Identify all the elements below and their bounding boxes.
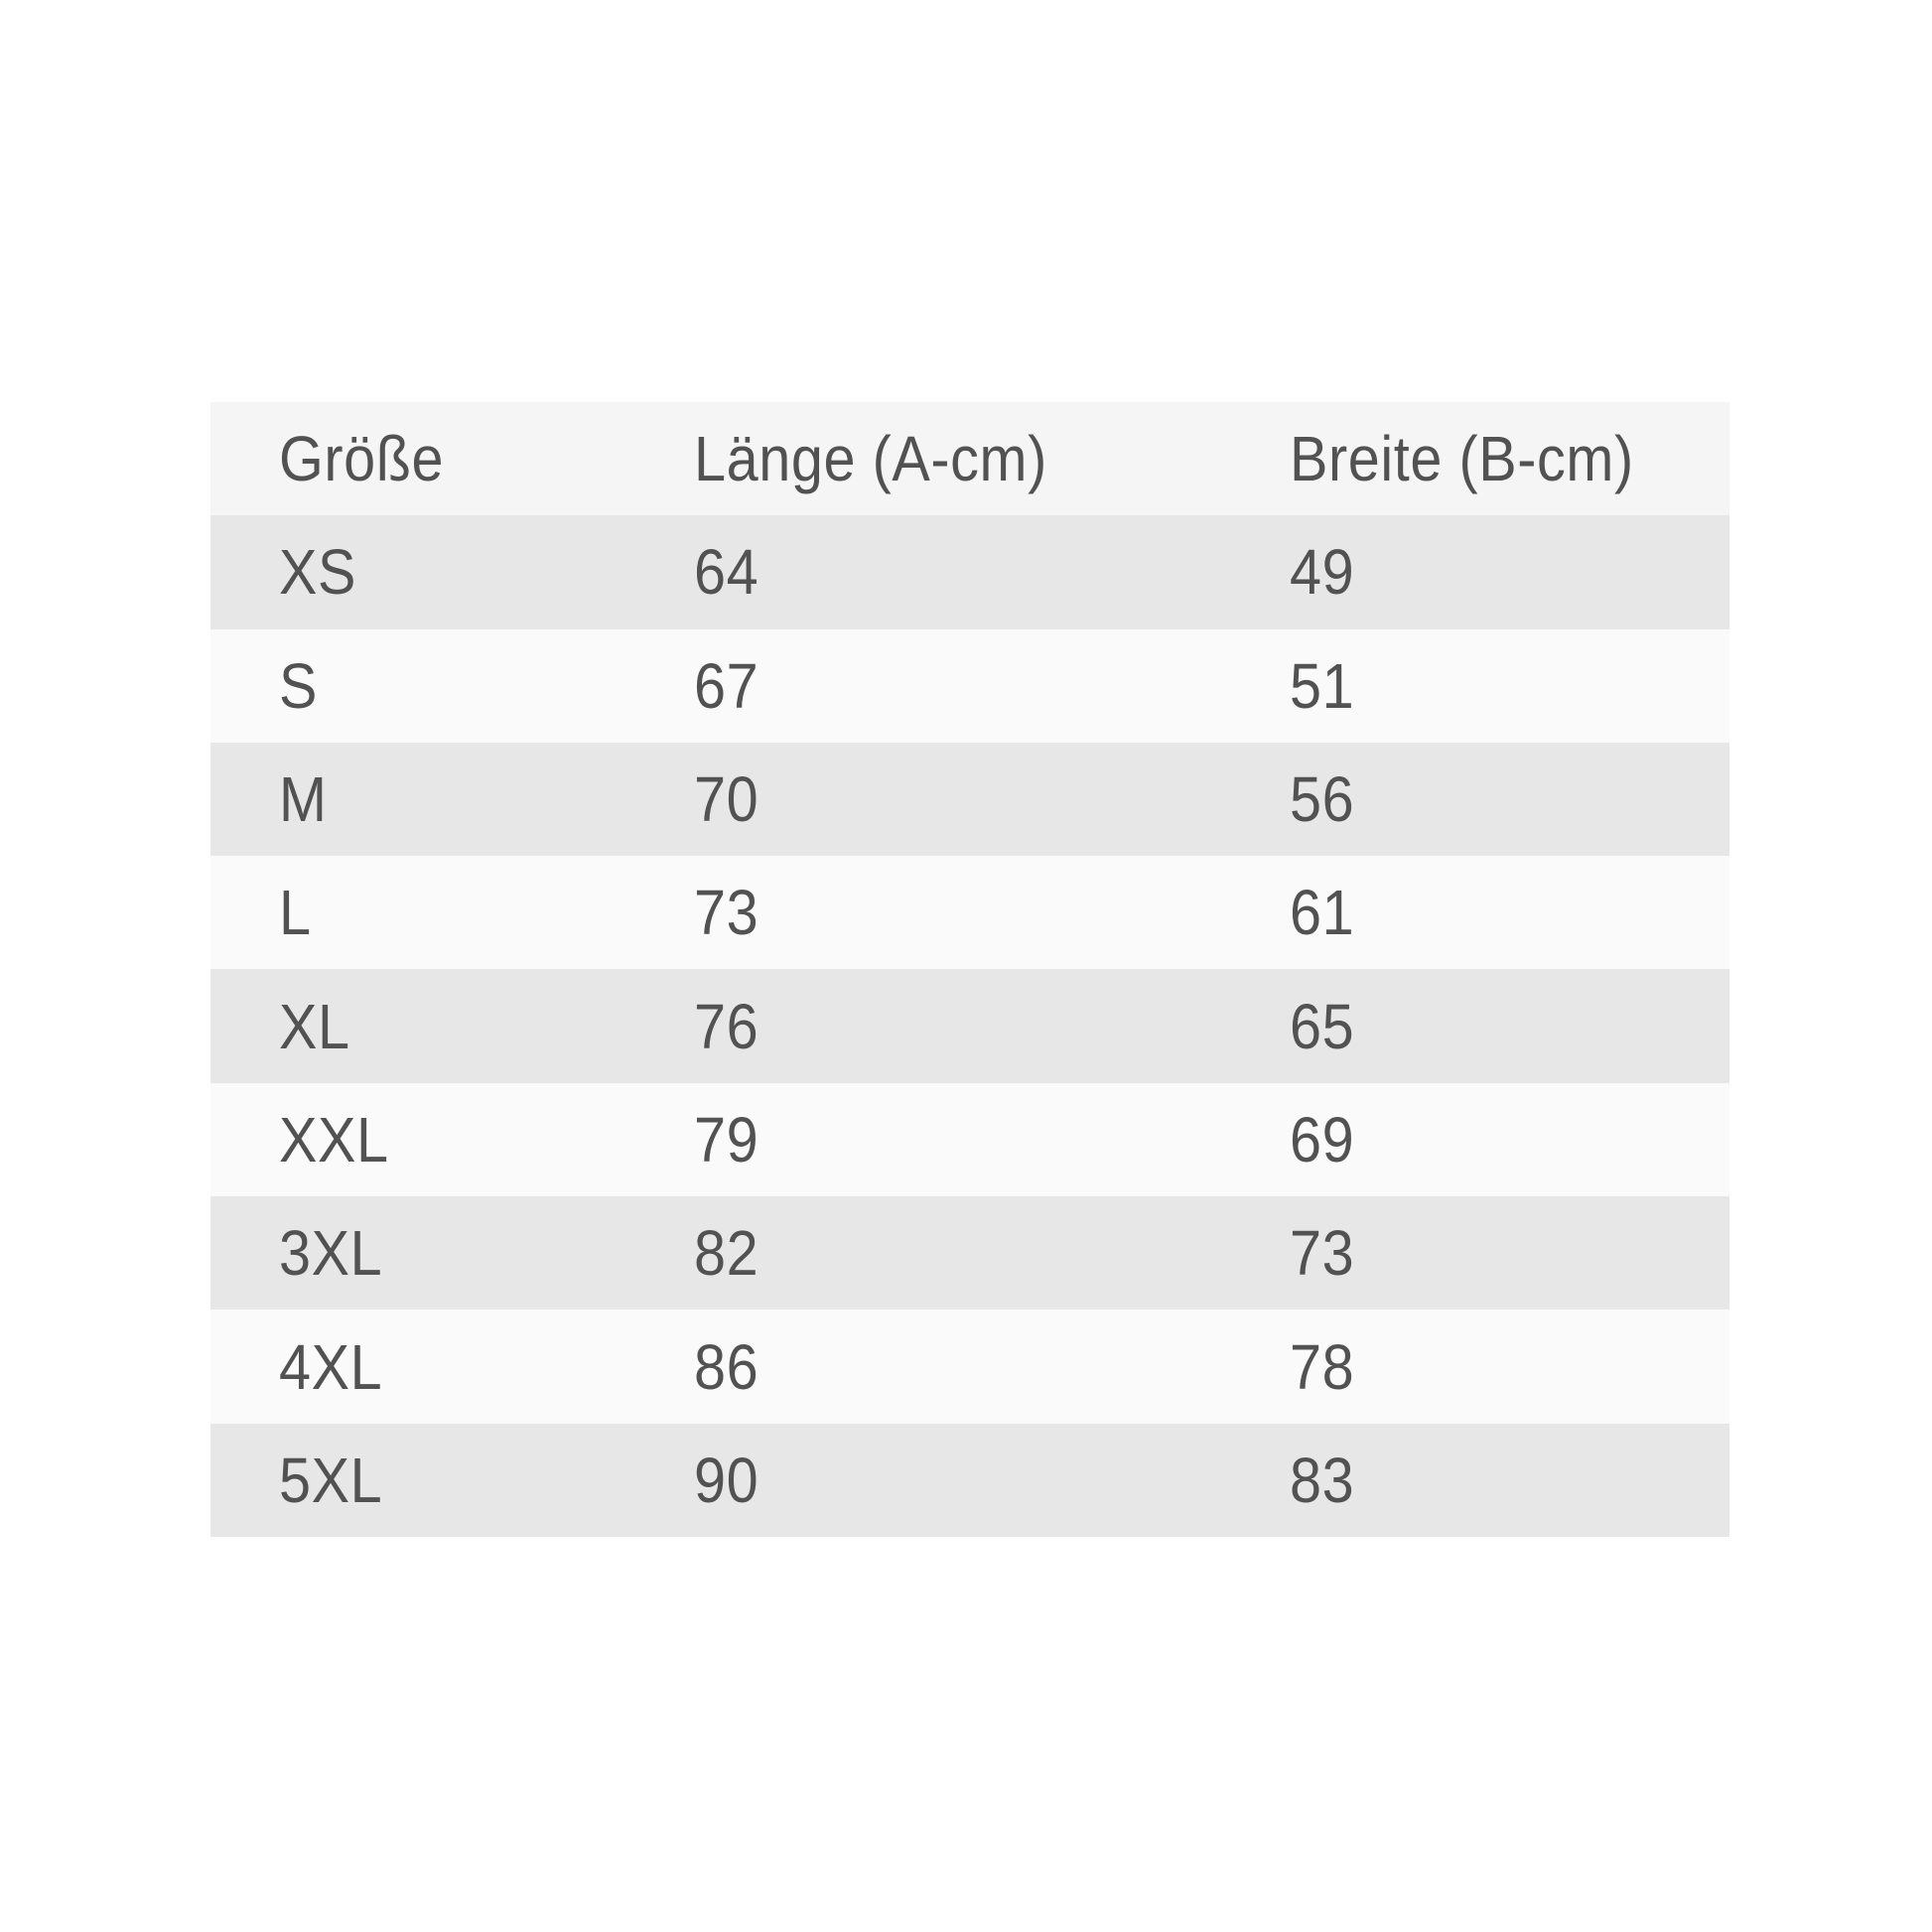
table-row	[210, 1083, 1729, 1196]
length-value: 79	[694, 1103, 759, 1175]
column-header-width-label: Breite (B-cm)	[1290, 423, 1634, 495]
width-value: 69	[1290, 1103, 1355, 1175]
length-cell	[694, 1216, 1290, 1290]
width-value: 49	[1290, 536, 1355, 609]
length-cell	[694, 1444, 1290, 1517]
length-value: 82	[694, 1217, 759, 1290]
table-row	[210, 1310, 1729, 1423]
size-cell	[279, 990, 694, 1063]
size-value: L	[279, 877, 312, 949]
column-header-length-label: Länge (A-cm)	[694, 423, 1047, 495]
length-cell	[694, 990, 1290, 1063]
width-value: 73	[1290, 1217, 1355, 1290]
length-cell	[694, 1103, 1290, 1176]
size-cell	[279, 1103, 694, 1176]
width-value: 51	[1290, 649, 1355, 722]
width-value: 61	[1290, 877, 1355, 949]
table-row	[210, 743, 1729, 856]
width-cell	[1290, 876, 1729, 949]
column-header-width	[1290, 422, 1729, 495]
size-cell	[279, 649, 694, 723]
column-header-length	[694, 422, 1290, 495]
width-cell	[1290, 990, 1729, 1063]
table-row	[210, 515, 1729, 628]
table-row	[210, 969, 1729, 1082]
length-value: 67	[694, 649, 759, 722]
width-cell	[1290, 762, 1729, 836]
width-cell	[1290, 1103, 1729, 1176]
size-chart-table	[210, 402, 1729, 1537]
width-value: 56	[1290, 763, 1355, 836]
width-cell	[1290, 1444, 1729, 1517]
size-value: 3XL	[279, 1217, 383, 1290]
width-value: 78	[1290, 1330, 1355, 1403]
column-header-size-label: Größe	[279, 423, 445, 495]
width-cell	[1290, 535, 1729, 609]
width-cell	[1290, 649, 1729, 723]
length-cell	[694, 649, 1290, 723]
size-cell	[279, 1330, 694, 1404]
size-value: XXL	[279, 1103, 389, 1175]
size-cell	[279, 1216, 694, 1290]
length-cell	[694, 762, 1290, 836]
size-cell	[279, 762, 694, 836]
length-value: 76	[694, 990, 759, 1062]
length-cell	[694, 876, 1290, 949]
size-cell	[279, 535, 694, 609]
size-value: M	[279, 763, 328, 836]
width-value: 83	[1290, 1444, 1355, 1516]
table-header-row	[210, 402, 1729, 515]
size-value: XS	[279, 536, 356, 609]
width-cell	[1290, 1216, 1729, 1290]
length-cell	[694, 535, 1290, 609]
table-row	[210, 856, 1729, 969]
width-cell	[1290, 1330, 1729, 1404]
size-value: XL	[279, 990, 350, 1062]
length-value: 86	[694, 1330, 759, 1403]
table-row	[210, 1196, 1729, 1310]
length-value: 90	[694, 1444, 759, 1516]
width-value: 65	[1290, 990, 1355, 1062]
length-cell	[694, 1330, 1290, 1404]
length-value: 73	[694, 877, 759, 949]
table-body	[210, 515, 1729, 1537]
size-value: 4XL	[279, 1330, 383, 1403]
column-header-size	[279, 422, 694, 495]
size-value: S	[279, 649, 318, 722]
length-value: 64	[694, 536, 759, 609]
size-cell	[279, 876, 694, 949]
size-value: 5XL	[279, 1444, 383, 1516]
size-cell	[279, 1444, 694, 1517]
table-row	[210, 1424, 1729, 1537]
length-value: 70	[694, 763, 759, 836]
table-row	[210, 629, 1729, 743]
